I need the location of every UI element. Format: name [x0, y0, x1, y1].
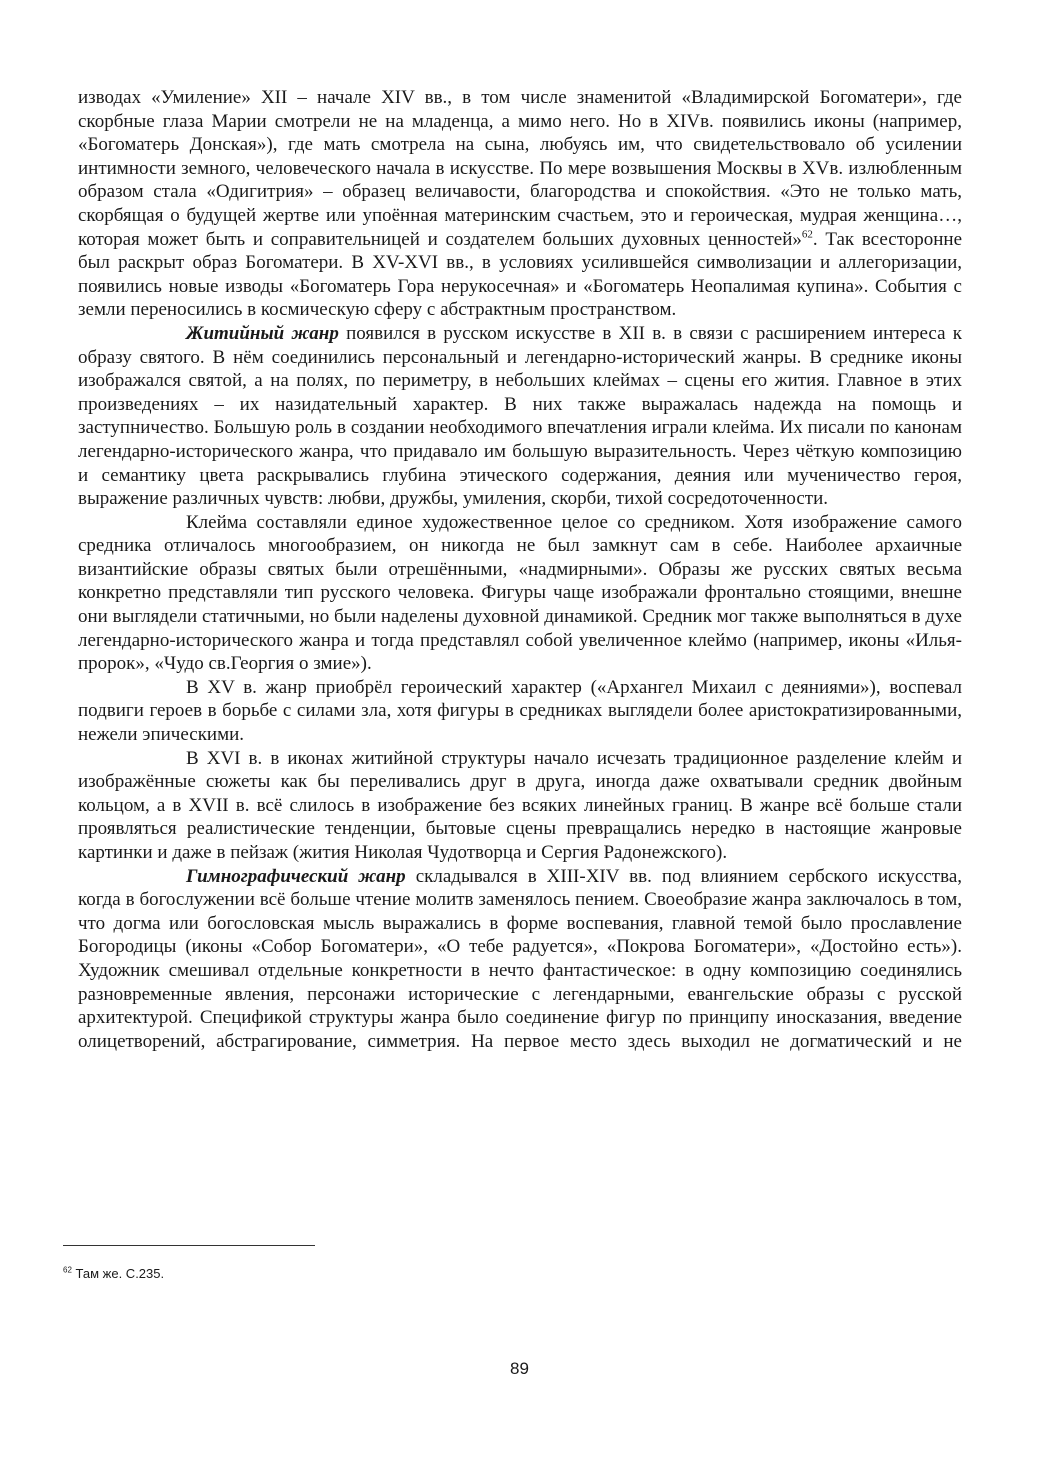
- paragraph-1-text: изводах «Умиление» XII – начале XIV вв., в том числе знаменитой «Владимирской Богоматери», где скорбные глаза Марии смотрели не на младенца, а мимо него. Но в XIVв. появились иконы (например, «Богоматерь Донская»), где мать смотрела на сына, любуясь им, что свидетельствовало об усилении интимности земного, человеческого начала в искусстве. По мере возвышения Москвы в XVв. излюбленным образом стала «Одигитрия» – образец величавости, благородства и спокойствия. «Это не только мать, скорбящая о будущей жертве или упоённая материнским счастьем, это и героическая, мудрая женщина…, которая может быть и соправительницей и создателем больших духовных ценностей»: [78, 87, 962, 250]
- paragraph-4-text: В XV в. жанр приобрёл героический характер («Архангел Михаил с деяниями»), воспевал подвиги героев в борьбе с силами зла, хотя фигуры в средниках выглядели более аристократизированными, нежели эпическими.: [78, 676, 962, 746]
- paragraph-4: [78, 676, 962, 747]
- paragraph-5: [78, 747, 962, 865]
- footnote: [63, 1266, 164, 1281]
- paragraph-6: [78, 865, 962, 1054]
- paragraph-2: [78, 322, 962, 511]
- paragraph-3: [78, 511, 962, 676]
- footnote-number: 62: [63, 1265, 72, 1275]
- paragraph-1: [78, 86, 962, 322]
- paragraph-3-text: Клейма составляли единое художественное целое со средником. Хотя изображение самого средника отличалось многообразием, он никогда не был замкнут сам в себе. Наиболее архаичные византийские образы святых были отрешёнными, «надмирными». Образы же русских святых весьма конкретно представляли тип русского человека. Фигуры чаще изображали фронтально стоящими, внешне они выглядели статичными, но были наделены духовной динамикой. Средник мог также выполняться в духе легендарно-исторического жанра и тогда представлял собой увеличенное клеймо (например, иконы «Илья-пророк», «Чудо св.Георгия о змие»).: [78, 511, 962, 675]
- paragraph-1-text-continued: . Так всесторонне был раскрыт образ Богоматери. В XV-XVI вв., в условиях усилившейся символизации и аллегоризации, появились новые изводы «Богоматерь Гора нерукосечная» и «Богоматерь Неопалимая купина». События с земли переносились в космическую сферу с абстрактным пространством.: [78, 228, 963, 321]
- footnote-text: Там же. С.235.: [71, 1266, 165, 1281]
- paragraph-6-text: складывался в XIII-XIV вв. под влиянием сербского искусства, когда в богослужении всё больше чтение молитв заменялось пением. Своеобразие жанра заключалось в том, что догма или богословская мысль выражались в форме воспевания, главной темой было прославление Богородицы (иконы «Собор Богоматери», «О тебе радуется», «Покрова Богоматери», «Достойно есть»). Художник смешивал отдельные конкретности в нечто фантастическое: в одну композицию соединялись разновременные явления, персонажи исторические с легендарными, евангельские образы с русской архитектурой. Спецификой структуры жанра было соединение фигур по принципу иносказания, введение олицетворений, абстрагирование, симметрия. На первое место здесь выходил не догматический и не: [78, 865, 963, 1052]
- footnote-divider: [63, 1245, 315, 1246]
- genre-term-zhitiyny: Житийный жанр: [186, 322, 339, 344]
- footnote-reference[interactable]: 62: [801, 228, 813, 241]
- body-text: [78, 86, 962, 1053]
- page-number: 89: [510, 1359, 529, 1378]
- paragraph-5-text: В XVI в. в иконах житийной структуры начало исчезать традиционное разделение клейм и изображённые сюжеты как бы переливались друг в друга, иногда даже охватывали средник двойным кольцом, а в XVII в. всё слилось в изображение без всяких линейных границ. В жанре всё больше стали проявляться реалистические тенденции, бытовые сцены превращались нередко в настоящие жанровые картинки и даже в пейзаж (жития Николая Чудотворца и Сергия Радонежского).: [78, 747, 962, 863]
- paragraph-2-text: появился в русском искусстве в XII в. в связи с расширением интереса к образу святого. В нём соединились персональный и легендарно-исторический жанры. В среднике иконы изображался святой, а на полях, по периметру, в небольших клеймах – сцены его жития. Главное в этих произведениях – их назидательный характер. В них также выражалась надежда на помощь и заступничество. Большую роль в создании необходимого впечатления играли клейма. Их писали по канонам легендарно-исторического жанра, что придавало им большую выразительность. Через чёткую композицию и семантику цвета раскрывались глубина этического содержания, деяния или мученичество героя, выражение различных чувств: любви, дружбы, умиления, скорби, тихой сосредоточенности.: [78, 322, 962, 510]
- genre-term-gimnografichesky: Гимнографический жанр: [186, 865, 406, 887]
